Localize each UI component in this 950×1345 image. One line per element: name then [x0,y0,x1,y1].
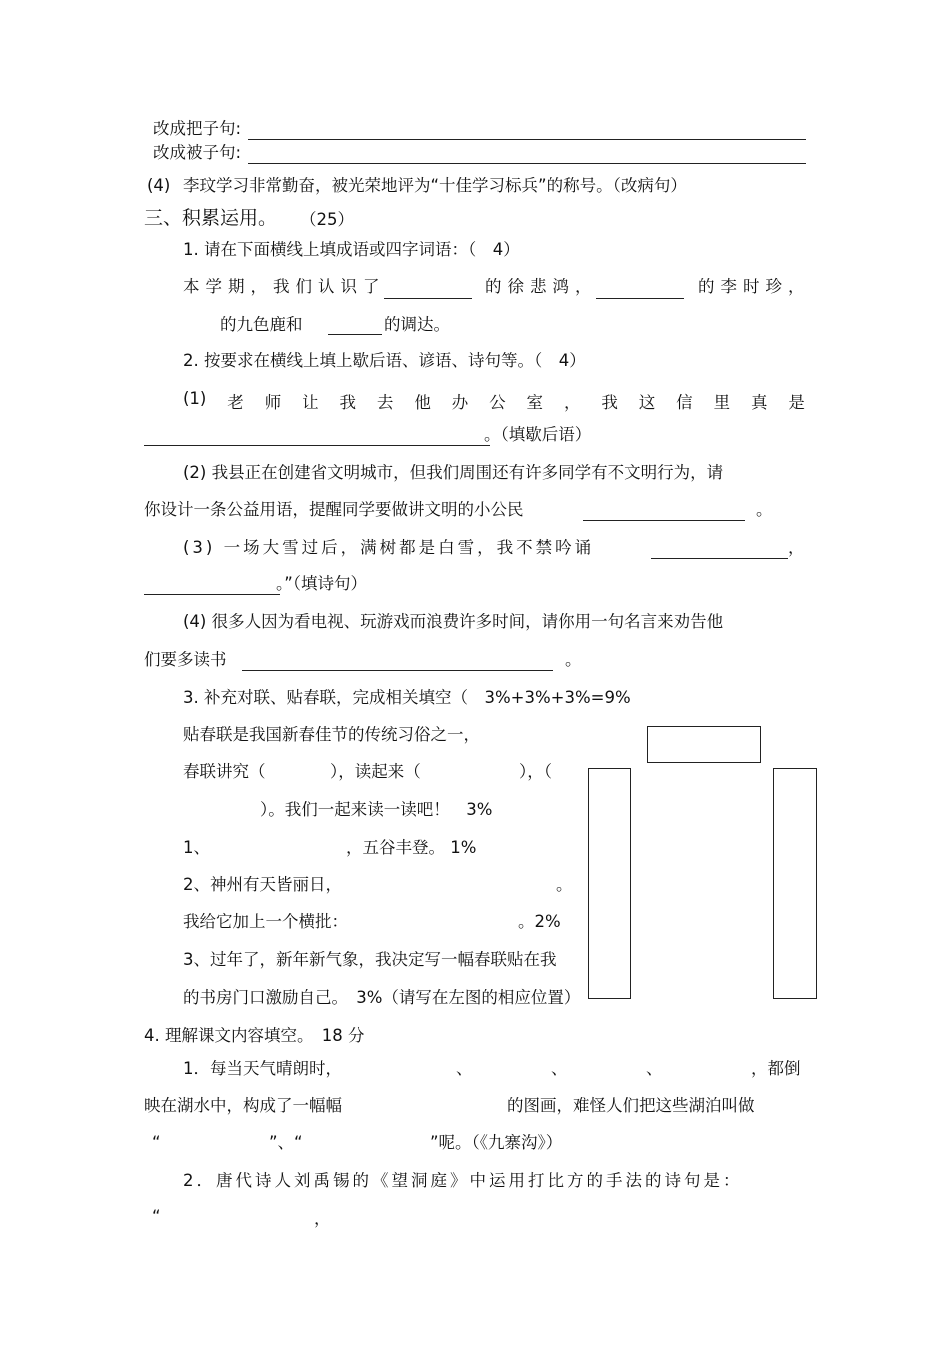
q1-char: 信 [676,393,693,412]
part2-q1-end: 。（填歇后语） [484,425,592,444]
part1-blank-2[interactable] [596,298,684,299]
part2-q2-line2: 你设计一条公益用语，提醒同学要做讲文明的小公民 [144,500,524,519]
part2-q3-blank-1[interactable] [651,558,788,559]
q1-char: 师 [264,393,282,412]
part2-q3-comma: ， [788,538,805,557]
part3-item2-b: 。 [556,875,573,894]
ba-sentence-answer-line[interactable] [248,139,806,140]
part2-q1-line [183,389,805,413]
q1-char: 我 [339,393,356,412]
section-3-title: 三、积累运用。 [144,207,278,229]
part1-blank-1[interactable] [384,298,472,299]
part3-item5: 的书房门口激励自己。 3%（请写在左图的相应位置） [183,988,581,1007]
part4-q1-sep3: 、 [646,1059,663,1078]
q1-char: 老 [227,393,244,412]
part4-q1-line2-a: 映在湖水中，构成了一幅幅 [144,1096,342,1115]
part3-item4: 3、过年了，新年新气象，我决定写一幅春联贴在我 [183,950,557,969]
part2-prompt: 2. 按要求在横线上填上歇后语、谚语、诗句等。（ 4） [183,351,586,370]
part2-q4-line1: (4) 很多人因为看电视、玩游戏而浪费许多时间，请你用一句名言来劝告他 [183,612,724,631]
part2-q2-end: 。 [756,500,773,519]
q1-char: 去 [376,393,394,412]
part3-item1-b: ，五谷丰登。 1% [346,838,477,857]
part3-line2-c: ），（ [519,762,552,781]
part1-prompt: 1. 请在下面横线上填成语或四字词语：（ 4） [183,240,520,259]
part4-q1-end: ，都倒 [751,1059,801,1078]
q1-char: ， [563,393,581,412]
part2-q4-end: 。 [565,650,582,669]
fix-sentence-number: (4) [147,176,171,195]
part4-q1-a: 1．每当天气晴朗时， [183,1059,342,1078]
part1-blank-3[interactable] [328,334,382,335]
part2-q3-line1: (3) 一场大雪过后，满树都是白雪，我不禁吟诵 [183,538,595,557]
bei-sentence-label: 改成被子句: [153,143,242,162]
q1-char: 我 [601,393,618,412]
right-couplet-box[interactable] [773,768,817,999]
q1-char: 里 [713,393,731,412]
part3-line1: 贴春联是我国新春佳节的传统习俗之一， [183,725,480,744]
q1-char: 这 [638,393,656,412]
part2-q4-line2: 们要多读书 [144,650,227,669]
part2-q2-blank[interactable] [583,520,745,521]
part4-q2-line2-b: ， [314,1209,331,1228]
part4-q1-sep2: 、 [551,1059,568,1078]
part4-title: 4. 理解课文内容填空。 18 分 [144,1026,365,1045]
part3-item2-a: 2、神州有天皆丽日， [183,875,342,894]
ba-sentence-label: 改成把子句: [153,119,242,138]
part4-q1-line2-b: 的图画，难怪人们把这些湖泊叫做 [507,1096,755,1115]
q1-char: 他 [414,393,431,412]
part3-line2-b: ），读起来（ [330,762,421,781]
part3-line3: ）。我们一起来读一读吧！ 3% [260,800,493,819]
part4-q1-line3-c: ”呢。（《九寨沟》） [430,1133,563,1152]
bei-sentence-answer-line[interactable] [248,163,806,164]
part2-q2-line1: (2) 我县正在创建省文明城市，但我们周围还有许多同学有不文明行为，请 [183,463,724,482]
part2-q3-blank-2[interactable] [144,594,280,595]
part3-prompt: 3. 补充对联、贴春联，完成相关填空（ 3%+3%+3%=9% [183,688,631,707]
part2-q4-blank[interactable] [242,670,553,671]
part4-q1-sep1: 、 [456,1059,473,1078]
part1-line1-c: 的李时珍， [698,277,811,296]
section-3-score: （25） [300,210,354,229]
horizontal-scroll-box[interactable] [647,726,761,763]
q1-char: 真 [750,393,768,412]
part3-line2-a: 春联讲究（ [183,762,266,781]
part2-q1-blank[interactable] [144,445,490,446]
q1-char: 让 [302,393,319,412]
part3-item3-b: 。2% [518,912,561,931]
part2-q3-end: 。”（填诗句） [276,574,368,593]
q1-char: (1) [183,389,207,408]
q1-char: 办 [451,393,469,412]
q1-char: 是 [788,393,805,412]
fix-sentence-text: 李玟学习非常勤奋，被光荣地评为“十佳学习标兵”的称号。（改病句） [183,176,687,195]
part4-q1-line3-a: “ [152,1133,161,1152]
part1-line2-b: 的调达。 [384,315,450,334]
part3-item1-a: 1、 [183,838,210,857]
part1-line1-a: 本学期，我们认识了 [183,277,386,296]
q1-char: 室 [526,393,544,412]
part4-q1-line3-b: ”、“ [269,1133,303,1152]
part1-line2-a: 的九色鹿和 [220,315,303,334]
part3-item3-a: 我给它加上一个横批： [183,912,348,931]
q1-char: 公 [489,393,506,412]
left-couplet-box[interactable] [588,768,631,999]
part1-line1-b: 的徐悲鸿， [485,277,598,296]
part4-q2-line2-a: “ [152,1207,161,1226]
part4-q2-line1: 2．唐代诗人刘禹锡的《望洞庭》中运用打比方的手法的诗句是： [183,1171,743,1190]
